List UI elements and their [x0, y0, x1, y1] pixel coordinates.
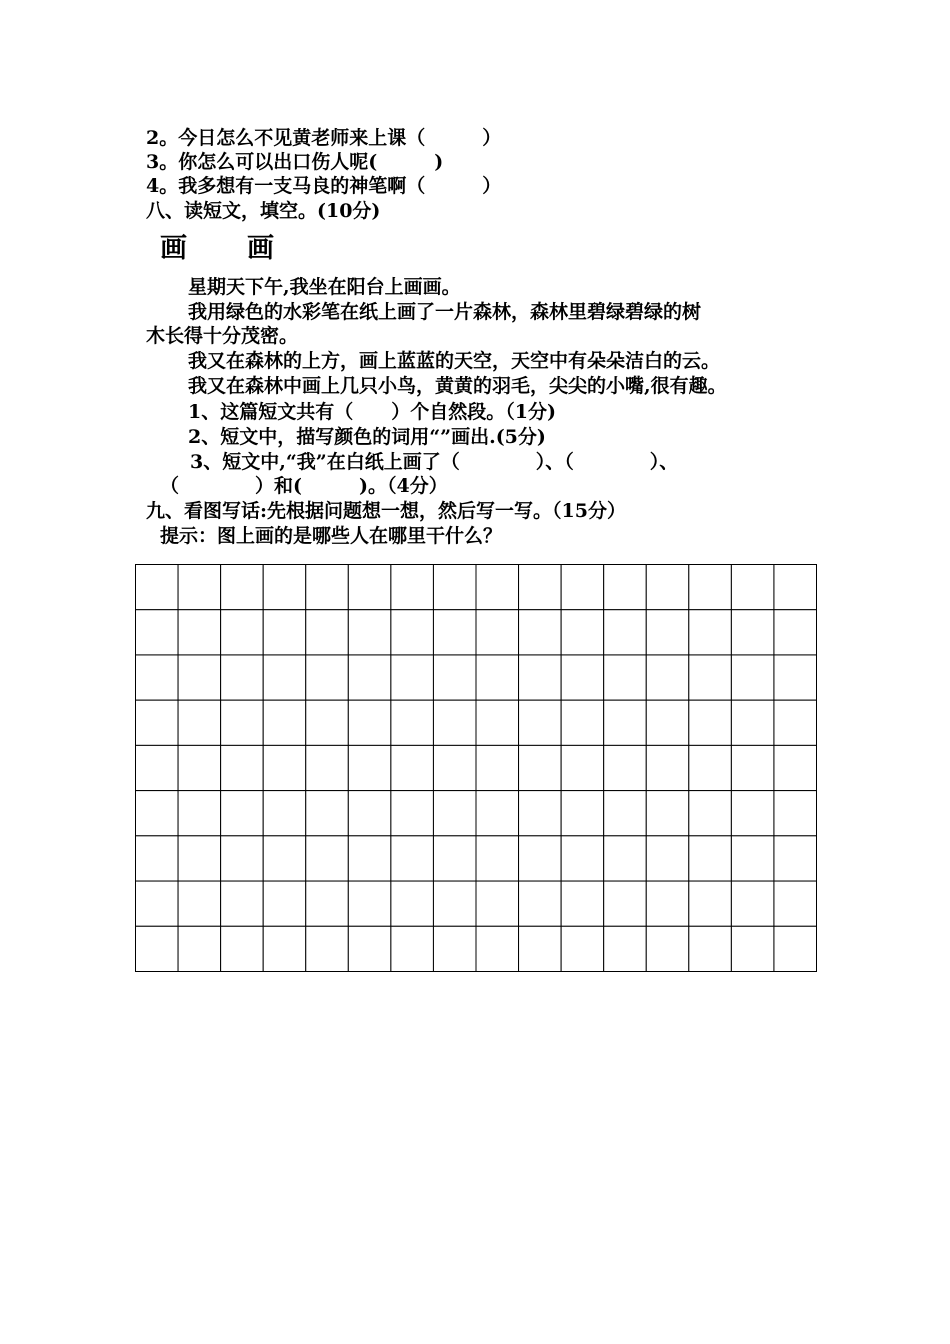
section-8-heading: 八、读短文，填空。(10分): [146, 200, 381, 222]
grid-cell[interactable]: [519, 791, 562, 836]
grid-cell[interactable]: [306, 791, 349, 836]
grid-cell[interactable]: [561, 791, 604, 836]
passage-paragraph: 我又在森林的上方，画上蓝蓝的天空，天空中有朵朵洁白的云。: [188, 350, 721, 372]
grid-cell[interactable]: [561, 700, 604, 745]
passage-paragraph: 我又在森林中画上几只小鸟，黄黄的羽毛，尖尖的小嘴,很有趣。: [188, 375, 727, 397]
grid-cell[interactable]: [604, 745, 647, 790]
grid-cell[interactable]: [178, 836, 221, 881]
grid-cell[interactable]: [221, 745, 264, 790]
question-4: 4。我多想有一支马良的神笔啊（ ）: [146, 175, 502, 197]
grid-cell[interactable]: [306, 655, 349, 700]
grid-cell[interactable]: [476, 610, 519, 655]
grid-cell[interactable]: [263, 610, 306, 655]
reading-question-3-continued: （ ）和( )。（4分）: [160, 475, 448, 497]
grid-cell[interactable]: [561, 610, 604, 655]
grid-cell[interactable]: [604, 881, 647, 926]
grid-cell[interactable]: [774, 655, 817, 700]
grid-cell[interactable]: [774, 610, 817, 655]
grid-cell[interactable]: [731, 926, 774, 971]
grid-cell[interactable]: [731, 791, 774, 836]
grid-cell[interactable]: [391, 836, 434, 881]
grid-cell[interactable]: [689, 610, 732, 655]
grid-cell[interactable]: [476, 926, 519, 971]
grid-cell[interactable]: [689, 881, 732, 926]
grid-cell[interactable]: [519, 700, 562, 745]
grid-cell[interactable]: [646, 745, 689, 790]
grid-cell[interactable]: [136, 836, 179, 881]
grid-cell[interactable]: [433, 655, 476, 700]
grid-cell[interactable]: [433, 610, 476, 655]
grid-cell[interactable]: [689, 926, 732, 971]
grid-cell[interactable]: [348, 745, 391, 790]
grid-cell[interactable]: [561, 926, 604, 971]
grid-cell[interactable]: [561, 565, 604, 610]
grid-cell[interactable]: [221, 700, 264, 745]
grid-cell[interactable]: [731, 655, 774, 700]
grid-cell[interactable]: [731, 610, 774, 655]
grid-cell[interactable]: [178, 881, 221, 926]
grid-cell[interactable]: [476, 700, 519, 745]
grid-cell[interactable]: [306, 881, 349, 926]
grid-cell[interactable]: [391, 610, 434, 655]
grid-cell[interactable]: [476, 565, 519, 610]
grid-cell[interactable]: [136, 745, 179, 790]
grid-cell[interactable]: [774, 881, 817, 926]
grid-cell[interactable]: [263, 565, 306, 610]
grid-cell[interactable]: [646, 610, 689, 655]
grid-cell[interactable]: [136, 655, 179, 700]
grid-cell[interactable]: [136, 791, 179, 836]
grid-cell[interactable]: [646, 926, 689, 971]
grid-cell[interactable]: [519, 565, 562, 610]
grid-cell[interactable]: [306, 565, 349, 610]
grid-cell[interactable]: [561, 655, 604, 700]
grid-cell[interactable]: [178, 791, 221, 836]
grid-cell[interactable]: [561, 745, 604, 790]
grid-cell[interactable]: [433, 745, 476, 790]
grid-cell[interactable]: [604, 791, 647, 836]
grid-cell[interactable]: [178, 655, 221, 700]
grid-cell[interactable]: [731, 565, 774, 610]
grid-cell[interactable]: [519, 926, 562, 971]
passage-paragraph: 星期天下午,我坐在阳台上画画。: [188, 276, 461, 298]
grid-cell[interactable]: [476, 836, 519, 881]
grid-cell[interactable]: [646, 836, 689, 881]
section-9-heading: 九、看图写话:先根据问题想一想，然后写一写。（15分）: [146, 500, 626, 522]
grid-cell[interactable]: [646, 565, 689, 610]
passage-paragraph-continued: 木长得十分茂密。: [146, 325, 299, 347]
grid-cell[interactable]: [263, 926, 306, 971]
grid-cell[interactable]: [348, 565, 391, 610]
passage-paragraph: 我用绿色的水彩笔在纸上画了一片森林，森林里碧绿碧绿的树: [188, 301, 702, 323]
grid-cell[interactable]: [604, 836, 647, 881]
grid-cell[interactable]: [263, 881, 306, 926]
grid-cell[interactable]: [348, 655, 391, 700]
grid-cell[interactable]: [433, 926, 476, 971]
grid-cell[interactable]: [221, 655, 264, 700]
grid-cell[interactable]: [731, 745, 774, 790]
grid-cell[interactable]: [476, 655, 519, 700]
grid-cell[interactable]: [604, 565, 647, 610]
grid-cell[interactable]: [306, 745, 349, 790]
grid-cell[interactable]: [731, 881, 774, 926]
grid-cell[interactable]: [519, 655, 562, 700]
grid-cell[interactable]: [221, 836, 264, 881]
grid-cell[interactable]: [178, 745, 221, 790]
grid-cell[interactable]: [391, 655, 434, 700]
grid-cell[interactable]: [774, 745, 817, 790]
grid-cell[interactable]: [689, 700, 732, 745]
grid-cell[interactable]: [689, 791, 732, 836]
writing-grid[interactable]: [135, 564, 817, 972]
reading-question-1: 1、这篇短文共有（ ）个自然段。（1分): [188, 401, 556, 423]
grid-cell[interactable]: [348, 610, 391, 655]
writing-hint: 提示：图上画的是哪些人在哪里干什么？: [160, 525, 503, 547]
grid-cell[interactable]: [774, 836, 817, 881]
grid-cell[interactable]: [263, 791, 306, 836]
grid-cell[interactable]: [604, 610, 647, 655]
grid-cell[interactable]: [306, 610, 349, 655]
grid-cell[interactable]: [561, 836, 604, 881]
grid-cell[interactable]: [476, 881, 519, 926]
grid-cell[interactable]: [774, 700, 817, 745]
grid-cell[interactable]: [391, 926, 434, 971]
grid-cell[interactable]: [476, 745, 519, 790]
grid-cell[interactable]: [646, 881, 689, 926]
grid-cell[interactable]: [433, 791, 476, 836]
grid-cell[interactable]: [306, 836, 349, 881]
question-2: 2。今日怎么不见黄老师来上课（ ）: [146, 127, 502, 149]
grid-cell[interactable]: [221, 791, 264, 836]
grid-cell[interactable]: [731, 700, 774, 745]
reading-question-2: 2、短文中，描写颜色的词用“”画出.(5分): [188, 426, 546, 448]
grid-cell[interactable]: [306, 926, 349, 971]
grid-cell[interactable]: [604, 926, 647, 971]
grid-cell[interactable]: [178, 700, 221, 745]
grid-cell[interactable]: [178, 926, 221, 971]
grid-cell[interactable]: [348, 836, 391, 881]
grid-cell[interactable]: [221, 881, 264, 926]
grid-cell[interactable]: [519, 881, 562, 926]
grid-cell[interactable]: [774, 565, 817, 610]
grid-cell[interactable]: [348, 926, 391, 971]
grid-cell[interactable]: [561, 881, 604, 926]
grid-cell[interactable]: [136, 565, 179, 610]
grid-cell[interactable]: [689, 655, 732, 700]
grid-cell[interactable]: [689, 565, 732, 610]
grid-cell[interactable]: [221, 565, 264, 610]
grid-cell[interactable]: [731, 836, 774, 881]
grid-cell[interactable]: [433, 565, 476, 610]
grid-cell[interactable]: [519, 836, 562, 881]
grid-cell[interactable]: [348, 700, 391, 745]
grid-cell[interactable]: [689, 745, 732, 790]
grid-cell[interactable]: [774, 926, 817, 971]
grid-cell[interactable]: [391, 791, 434, 836]
grid-cell[interactable]: [433, 836, 476, 881]
grid-cell[interactable]: [136, 926, 179, 971]
grid-cell[interactable]: [391, 565, 434, 610]
grid-cell[interactable]: [391, 700, 434, 745]
grid-cell[interactable]: [774, 791, 817, 836]
grid-cell[interactable]: [519, 745, 562, 790]
question-3: 3。你怎么可以出口伤人呢( ): [146, 151, 444, 173]
grid-cell[interactable]: [348, 881, 391, 926]
grid-cell[interactable]: [348, 791, 391, 836]
grid-cell[interactable]: [604, 655, 647, 700]
grid-cell[interactable]: [391, 745, 434, 790]
grid-cell[interactable]: [263, 655, 306, 700]
grid-cell[interactable]: [136, 881, 179, 926]
grid-cell[interactable]: [391, 881, 434, 926]
grid-cell[interactable]: [476, 791, 519, 836]
grid-cell[interactable]: [221, 926, 264, 971]
grid-cell[interactable]: [433, 700, 476, 745]
grid-cell[interactable]: [646, 655, 689, 700]
grid-cell[interactable]: [646, 700, 689, 745]
grid-cell[interactable]: [263, 836, 306, 881]
grid-cell[interactable]: [136, 610, 179, 655]
grid-cell[interactable]: [433, 881, 476, 926]
grid-cell[interactable]: [604, 700, 647, 745]
grid-cell[interactable]: [178, 565, 221, 610]
grid-cell[interactable]: [136, 700, 179, 745]
grid-cell[interactable]: [178, 610, 221, 655]
grid-cell[interactable]: [221, 610, 264, 655]
grid-cell[interactable]: [646, 791, 689, 836]
grid-cell[interactable]: [263, 700, 306, 745]
grid-cell[interactable]: [519, 610, 562, 655]
passage-title: 画 画: [160, 233, 276, 264]
grid-cell[interactable]: [689, 836, 732, 881]
reading-question-3: 3、短文中,“我”在白纸上画了（ ）、（ ）、: [190, 451, 679, 473]
grid-cell[interactable]: [306, 700, 349, 745]
grid-cell[interactable]: [263, 745, 306, 790]
